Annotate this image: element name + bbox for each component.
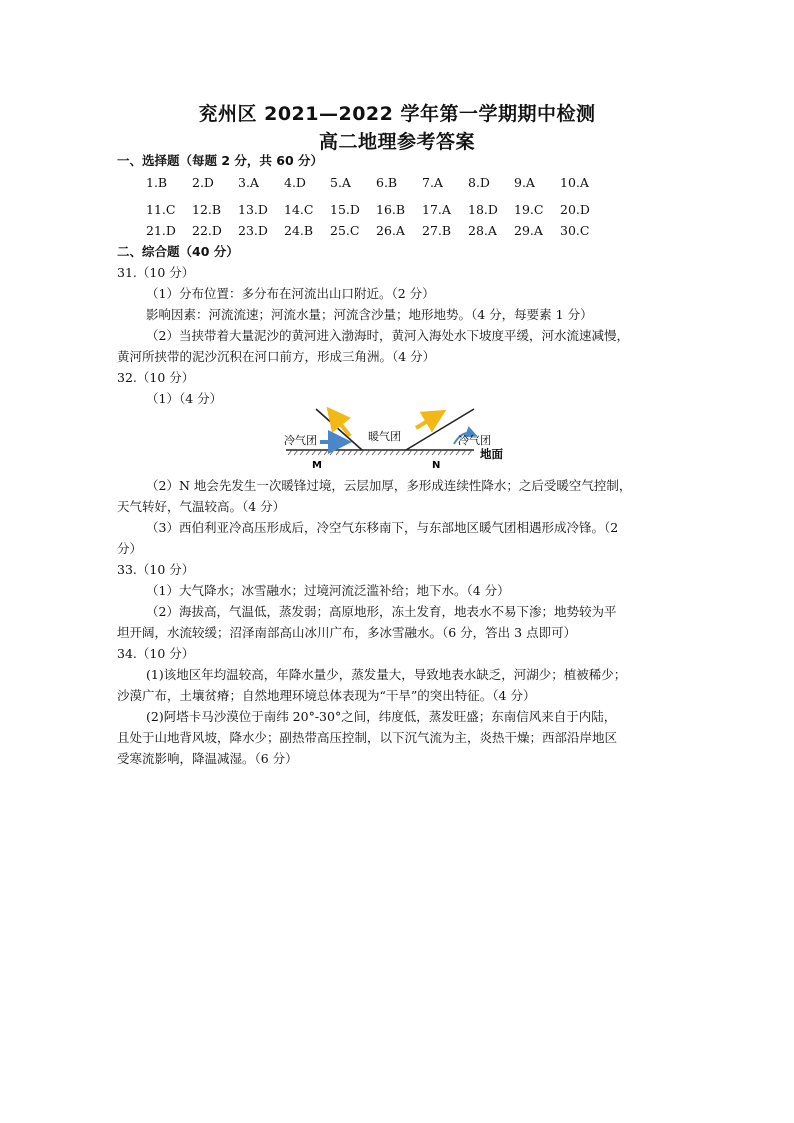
answer-item: 11.C [146, 202, 176, 217]
answer-item: 23.D [238, 223, 268, 238]
answer-item: 20.D [560, 202, 590, 217]
answer-item: 2.D [192, 175, 214, 190]
answer-item: 18.D [468, 202, 498, 217]
q34-answer-2: (2)阿塔卡马沙漠位于南纬 20°-30°之间，纬度低，蒸发旺盛；东南信风来自于内陆， [146, 709, 617, 724]
answer-item: 21.D [146, 223, 176, 238]
answer-item: 17.A [422, 202, 451, 217]
q31-answer-2: （2）当挟带着大量泥沙的黄河进入渤海时，黄河入海处水下坡度平缓，河水流速减慢， [146, 328, 629, 343]
answer-item: 22.D [192, 223, 222, 238]
answer-item: 26.A [376, 223, 405, 238]
ground-hatching [286, 450, 474, 455]
answer-item: 4.D [284, 175, 306, 190]
q33-answer-1: （1）大气降水；冰雪融水；过境河流泛滥补给；地下水。（4 分） [146, 583, 510, 598]
q34-answer-2-cont2: 受寒流影响，降温减湿。（6 分） [117, 751, 298, 766]
q31-answer-2-cont: 黄河所挟带的泥沙沉积在河口前方，形成三角洲。（4 分） [117, 349, 436, 364]
q32-answer-3-cont: 分） [117, 541, 143, 556]
label-warm-air: 暖气团 [368, 430, 401, 443]
q34-answer-1-cont: 沙漠广布，土壤贫瘠；自然地理环境总体表现为“干旱”的突出特征。（4 分） [117, 688, 536, 703]
section-heading-comprehensive: 二、综合题（40 分） [117, 244, 239, 259]
q32-answer-3: （3）西伯利亚冷高压形成后，冷空气东移南下，与东部地区暖气团相遇形成冷锋。（2 [146, 520, 619, 535]
answer-item: 14.C [284, 202, 314, 217]
q34-answer-1: (1)该地区年均温较高，年降水量少，蒸发量大，导致地表水缺乏，河湖少；植被稀少； [146, 667, 627, 682]
document-subtitle: 高二地理参考答案 [318, 131, 475, 153]
q32-number: 32.（10 分） [117, 370, 195, 385]
label-ground: 地面 [480, 447, 503, 461]
q32-answer-2-cont: 天气转好，气温较高。（4 分） [117, 499, 286, 514]
document-title: 兖州区 2021—2022 学年第一学期期中检测 [198, 103, 596, 125]
front-diagram [278, 404, 528, 472]
answer-item: 24.B [284, 223, 314, 238]
q33-number: 33.（10 分） [117, 562, 195, 577]
answer-item: 10.A [560, 175, 589, 190]
answer-item: 30.C [560, 223, 590, 238]
answer-item: 1.B [146, 175, 168, 190]
q34-number: 34.（10 分） [117, 646, 195, 661]
answer-item: 8.D [468, 175, 490, 190]
answer-row-1 [146, 175, 606, 191]
answer-row-3 [146, 223, 606, 239]
answer-item: 19.C [514, 202, 544, 217]
answer-item: 25.C [330, 223, 360, 238]
answer-item: 6.B [376, 175, 398, 190]
answer-item: 28.A [468, 223, 497, 238]
answer-item: 7.A [422, 175, 443, 190]
answer-item: 13.D [238, 202, 268, 217]
answer-item: 12.B [192, 202, 222, 217]
label-point-m: M [312, 460, 322, 471]
label-cold-air-right: 冷气团 [458, 434, 491, 447]
answer-row-2 [146, 202, 606, 218]
q31-number: 31.（10 分） [117, 265, 195, 280]
answer-item: 9.A [514, 175, 535, 190]
answer-item: 15.D [330, 202, 360, 217]
q31-answer-factors: 影响因素：河流流速；河流水量；河流含沙量；地形地势。（4 分，每要素 1 分） [146, 307, 593, 322]
q32-answer-2: （2）N 地会先发生一次暖锋过境，云层加厚，多形成连续性降水；之后受暖空气控制， [146, 478, 632, 493]
q33-answer-2-cont: 坦开阔，水流较缓；沼泽南部高山冰川广布，多冰雪融水。（6 分，答出 3 点即可） [117, 625, 577, 640]
label-point-n: N [432, 460, 441, 471]
q32-answer-1: （1）（4 分） [146, 391, 223, 406]
section-heading-choice: 一、选择题（每题 2 分，共 60 分） [117, 153, 324, 168]
label-cold-air-left: 冷气团 [284, 434, 317, 447]
answer-item: 27.B [422, 223, 452, 238]
answer-item: 3.A [238, 175, 259, 190]
answer-item: 29.A [514, 223, 543, 238]
warm-rising-arrow-right [416, 416, 436, 428]
answer-item: 5.A [330, 175, 351, 190]
q33-answer-2: （2）海拔高，气温低，蒸发弱；高原地形，冻土发育，地表水不易下渗；地势较为平 [146, 604, 617, 619]
q31-answer-1: （1）分布位置：多分布在河流出山口附近。（2 分） [146, 286, 435, 301]
q34-answer-2-cont: 且处于山地背风坡，降水少；副热带高压控制，以下沉气流为主，炎热干燥；西部沿岸地区 [117, 730, 618, 745]
answer-item: 16.B [376, 202, 406, 217]
